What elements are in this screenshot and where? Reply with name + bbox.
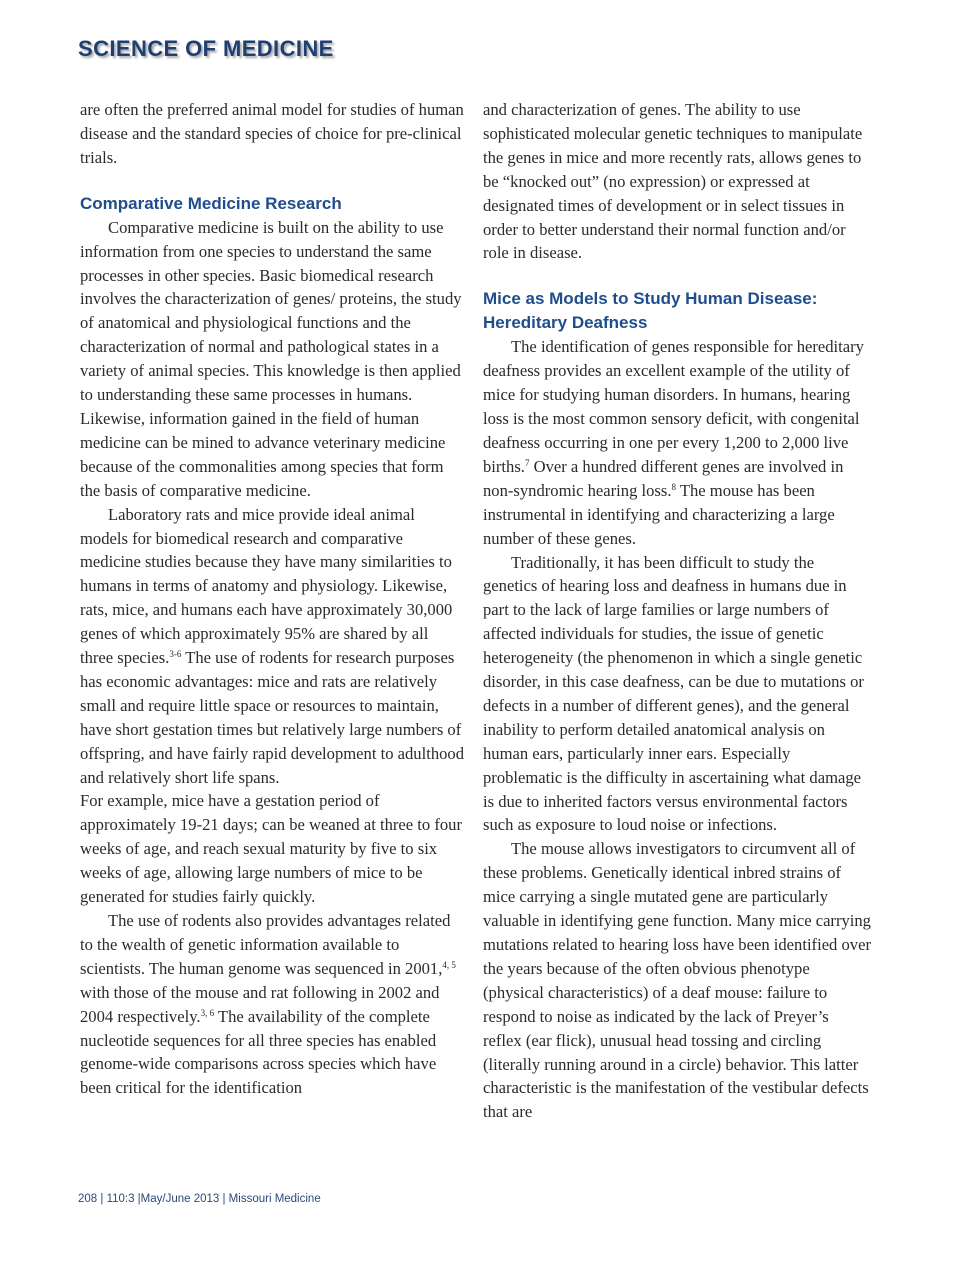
text-run: The use of rodents also provides advantages related to the wealth of genetic information available to scientists. The human genome was sequenced in 2001, <box>80 911 451 978</box>
text-run: The use of rodents for research purposes has economic advantages: mice and rats are relatively small and require little space or resources to maintain, have short gestation times but relatively large numbers of offspring, and have fairly rapid development to adulthood and relatively short life spans. <box>80 648 465 787</box>
right-column <box>483 98 871 1124</box>
left-column <box>80 98 464 1100</box>
section-heading-mice-models: Mice as Models to Study Human Disease: Hereditary Deafness <box>483 289 818 333</box>
paragraph: are often the preferred animal model for studies of human disease and the standard species of choice for pre-clinical trials. <box>80 100 464 167</box>
text-run: Over a hundred different genes are involved in non-syndromic hearing loss. <box>483 456 844 500</box>
text-run: Laboratory rats and mice provide ideal animal models for biomedical research and comparative medicine studies because they have many similarities to humans in terms of anatomy and physiology. Likewise, rats, mice, and humans each have approximately 30,000 genes of which approximately 95% are shared by all three species. <box>80 504 453 668</box>
text-run: The availability of the complete nucleotide sequences for all three species has enabled genome-wide comparisons across species which have been critical for the identification <box>80 1006 437 1098</box>
paragraph: For example, mice have a gestation period of approximately 19-21 days; can be weaned at three to four weeks of age, and reach sexual maturity by five to six weeks of age, allowing large numbers of mice to be generated for studies fairly quickly. <box>80 791 462 907</box>
paragraph: The mouse allows investigators to circumvent all of these problems. Genetically identical inbred strains of mice carrying a single mutated gene are particularly valuable in identifying gene function. Many mice carrying mutations related to hearing loss have been identified over the years because of the often obvious phenotype (physical characteristics) of a deaf mouse: failure to respond to noise as indicated by the lack of Preyer’s reflex (ear flick), unusual head tossing and circling (literally running around in a circle) behavior. This latter characteristic is the manifestation of the vestibular defects that are <box>483 839 871 1122</box>
citation: 7 <box>524 457 530 468</box>
text-run: with those of the mouse and rat following in 2002 and 2004 respectively. <box>80 982 440 1026</box>
paragraph <box>80 503 464 790</box>
paragraph <box>483 335 871 550</box>
section-header: SCIENCE OF MEDICINE <box>78 36 334 61</box>
section-heading-comparative: Comparative Medicine Research <box>80 193 342 213</box>
citation: 3-6 <box>169 649 182 660</box>
text-run: The identification of genes responsible for hereditary deafness provides an excellent example of the utility of mice for studying human disorders. In humans, hearing loss is the most common sensory deficit, with congenital deafness occurring in one per every 1,200 to 2,000 live births. <box>483 337 864 476</box>
paragraph <box>80 909 464 1100</box>
citation: 3, 6 <box>200 1007 215 1018</box>
paragraph: and characterization of genes. The ability to use sophisticated molecular genetic techniques to manipulate the genes in mice and more recently rats, allows genes to be “knocked out” (no expression) or expressed at designated times of development or in select tissues in order to better understand their normal function and/or role in disease. <box>483 100 863 263</box>
paragraph: Traditionally, it has been difficult to study the genetics of hearing loss and deafness in humans due in part to the lack of large families or large numbers of affected individuals for studies, the issue of genetic heterogeneity (the phenomenon in which a single genetic disorder, in this case deafness, can be due to mutations or defects in a number of different genes), and the general inability to perform detailed anatomical analysis on human ears, particularly inner ears. Especially problematic is the difficulty in ascertaining what damage is due to inherited factors versus environmental factors such as exposure to loud noise or infections. <box>483 552 864 835</box>
text-run: The mouse has been instrumental in identifying and characterizing a large number of these genes. <box>483 480 835 548</box>
page-footer: 208 | 110:3 |May/June 2013 | Missouri Medicine <box>78 1193 321 1205</box>
paragraph: Comparative medicine is built on the ability to use information from one species to understand the same processes in other species. Basic biomedical research involves the characterization of genes/ proteins, the study of anatomical and physiological functions and the characterization of normal and pathological states in a variety of animal species. This knowledge is then applied to understanding these same processes in humans. Likewise, information gained in the field of human medicine can be mined to advance veterinary medicine because of the commonalities among species that form the basis of comparative medicine. <box>80 217 462 500</box>
citation: 4, 5 <box>442 959 456 970</box>
citation: 8 <box>671 481 676 492</box>
